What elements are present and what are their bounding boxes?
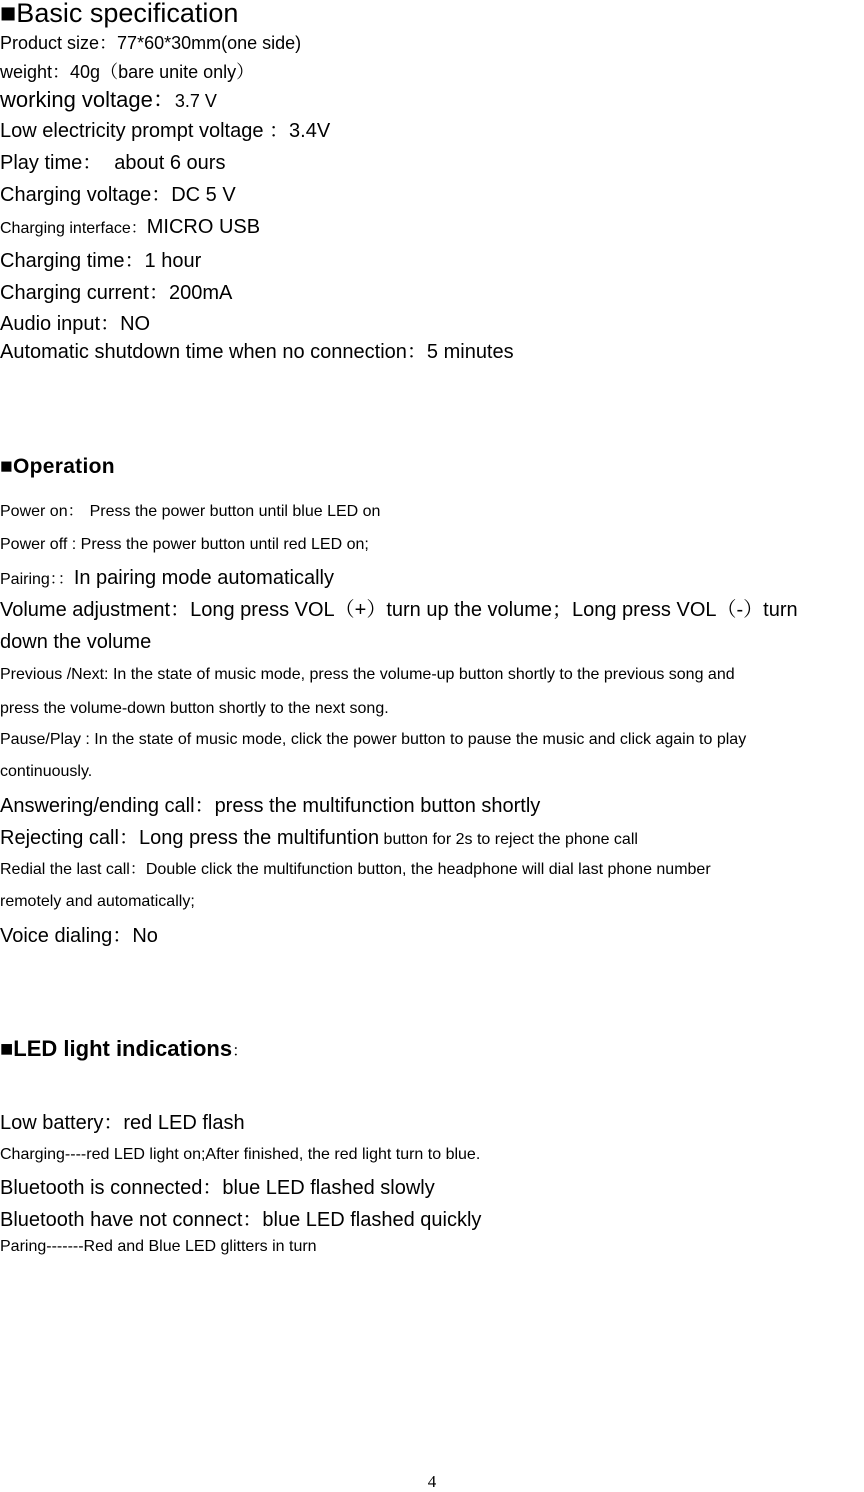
spec-charging-interface: Charging interface：MICRO USB xyxy=(0,216,261,238)
spec-charging-voltage: Charging voltage：DC 5 V xyxy=(0,184,236,206)
op-power-on: Power on： Press the power button until blue LED on xyxy=(0,503,381,520)
spec-weight: weight：40g（bare unite only） xyxy=(0,62,255,82)
spec-auto-shutdown: Automatic shutdown time when no connection：5 minutes xyxy=(0,341,514,363)
op-prev-next: Previous /Next: In the state of music mode, press the volume-up button shortly to the previous song and xyxy=(0,666,735,683)
op-prev-next-cont: press the volume-down button shortly to the next song. xyxy=(0,700,389,717)
op-pairing: Pairing：：In pairing mode automatically xyxy=(0,567,334,589)
led-heading: ■LED light indications： xyxy=(0,1036,249,1061)
op-pause-play-cont: continuously. xyxy=(0,763,93,780)
op-redial: Redial the last call：Double click the multifunction button, the headphone will dial last phone number xyxy=(0,861,711,878)
op-power-off: Power off : Press the power button until red LED on; xyxy=(0,536,369,553)
led-bt-connected: Bluetooth is connected：blue LED flashed slowly xyxy=(0,1177,435,1199)
led-charging: Charging----red LED light on;After finished, the red light turn to blue. xyxy=(0,1146,481,1163)
spec-low-voltage: Low electricity prompt voltage ：3.4V xyxy=(0,120,331,142)
page-number: 4 xyxy=(427,1472,437,1491)
spec-product-size: Product size：77*60*30mm(one side) xyxy=(0,33,302,53)
spec-play-time: Play time： about 6 ours xyxy=(0,152,226,174)
op-volume-cont: down the volume xyxy=(0,631,152,653)
op-pause-play: Pause/Play : In the state of music mode, click the power button to pause the music and click again to play xyxy=(0,731,747,748)
spec-charging-time: Charging time：1 hour xyxy=(0,250,202,272)
op-rejecting-call: Rejecting call：Long press the multifuntion button for 2s to reject the phone call xyxy=(0,827,638,849)
led-pairing: Paring-------Red and Blue LED glitters in turn xyxy=(0,1238,317,1255)
basic-spec-heading: ■Basic specification xyxy=(0,0,239,28)
operation-heading: ■Operation xyxy=(0,455,115,478)
op-redial-cont: remotely and automatically; xyxy=(0,893,195,910)
spec-charging-current: Charging current：200mA xyxy=(0,282,233,304)
led-bt-not-connected: Bluetooth have not connect：blue LED flashed quickly xyxy=(0,1209,482,1231)
op-voice-dialing: Voice dialing：No xyxy=(0,925,158,947)
led-low-battery: Low battery：red LED flash xyxy=(0,1112,245,1134)
op-volume: Volume adjustment：Long press VOL（+）turn up the volume；Long press VOL（-）turn xyxy=(0,599,798,621)
op-answering-call: Answering/ending call：press the multifunction button shortly xyxy=(0,795,541,817)
spec-working-voltage: working voltage：3.7 V xyxy=(0,87,217,112)
spec-audio-input: Audio input：NO xyxy=(0,313,151,335)
